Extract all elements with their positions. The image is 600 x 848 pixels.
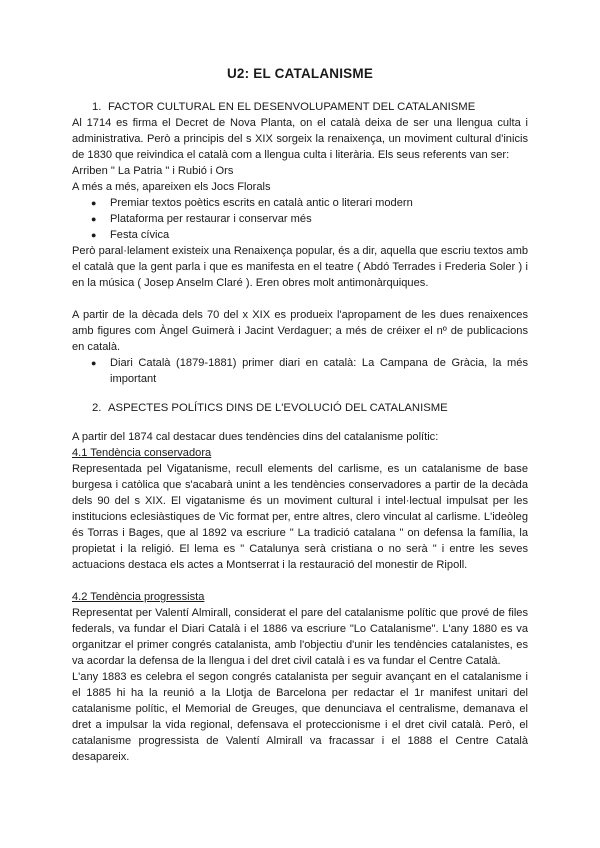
paragraph-politic-intro: A partir del 1874 cal destacar dues tendències dins del catalanisme polític: xyxy=(72,431,439,443)
list-item: ● Premiar textos poètics escrits en català antic o literari modern xyxy=(91,197,413,209)
list-item: ● Festa cívica xyxy=(91,229,170,241)
section-title: ASPECTES POLÍTICS DINS DE L'EVOLUCIÓ DEL CATALANISME xyxy=(108,402,448,414)
paragraph-intro: Al 1714 es firma el Decret de Nova Planta, on el català deixa de ser una llengua culta i administrativa. Però a principis del s XIX sorgeix la renaixença, un moviment cultural d'inicis de 1830 que reivindica el català com a llengua culta i literària. Els seus referents van ser: xyxy=(72,117,528,161)
list-item: ● Plataforma per restaurar i conservar més xyxy=(91,213,312,225)
paragraph-renaixenca-popular: Però paral·lelament existeix una Renaixença popular, és a dir, aquella que escriu textos amb el català que la gent parla i que es manifesta en el teatre ( Abdó Terrades i Frederia Soler ) i en la música ( Josep Anselm Claré ). Eren obres molt antimonàrquiques. xyxy=(72,245,528,289)
subheading-progressista: 4.2 Tendència progressista xyxy=(72,591,205,603)
subheading-conservadora: 4.1 Tendència conservadora xyxy=(72,447,212,459)
paragraph-apropament: A partir de la dècada dels 70 del x XIX es produeix l'apropament de les dues renaixences amb figures com Àngel Guimerà i Jacint Verdaguer; a més de créixer el nº de publicacions en català. xyxy=(72,309,528,353)
section-number: 1. xyxy=(92,101,102,113)
bullet-icon: ● xyxy=(91,358,97,368)
paragraph-conservadora: Representada pel Vigatanisme, recull elements del carlisme, es un catalanisme de base burgesa i catòlica que s'acabarà unint a les tendències conservadores a partir de la decàda dels 90 del s XIX. El vigatanisme és un moviment cultural i intel·lectual impulsat per les institucions eclesiàstiques de Vic format per, entre altres, clero vinculat al carlisme. L'ideòleg és Torras i Bages, que al 1892 va escriure " La tradició catalana " on defensa la família, la propietat i la religió. El lema es " Catalunya serà cristiana o no serà " i entre les seves actuacions destaca els actes a Montserrat i la restauració del monestir de Ripoll. xyxy=(72,463,528,571)
section-number: 2. xyxy=(92,402,102,414)
bullet-list-diari xyxy=(72,355,528,387)
list-item: ● Diari Català (1879-1881) primer diari en català: La Campana de Gràcia, la més important xyxy=(91,357,528,385)
section-title: FACTOR CULTURAL EN EL DESENVOLUPAMENT DEL CATALANISME xyxy=(108,101,476,113)
page-title: U2: EL CATALANISME xyxy=(226,66,374,81)
paragraph-progressista-2: L'any 1883 es celebra el segon congrés catalanista per seguir avançant en el catalanisme i el 1885 hi ha la reunió a la Llotja de Barcelona per redactar el 1r manifest unitari del catalanisme polític, el Memorial de Greuges, que denunciava el centralisme, demanava el dret a impulsar la vida regional, defensava el proteccionisme i el dret civil català. Però, el catalanisme progressista de Valentí Almirall va fracassar i el 1888 el Centre Català desapareix. xyxy=(72,671,528,763)
section-heading-1 xyxy=(72,99,528,115)
bullet-list-jocs-florals xyxy=(72,195,528,243)
paragraph-progressista-1: Representat per Valentí Almirall, considerat el pare del catalanisme polític que prové de files federals, va fundar el Diari Català i el 1886 va escriure "Lo Catalanisme". L'any 1880 es va organitzar el primer congrés catalanista, amb l'objectiu d'unir les tendències catalanistes, es va acordar la defensa de la llengua i del dret civil català i es va fundar el Centre Català. xyxy=(72,607,528,667)
document-page xyxy=(72,66,528,765)
paragraph-referents: Arriben " La Patria " i Rubió i Ors xyxy=(72,165,234,177)
bullet-icon: ● xyxy=(91,214,97,224)
section-heading-2 xyxy=(72,400,528,416)
paragraph-jocs-florals: A més a més, apareixen els Jocs Florals xyxy=(72,181,271,193)
bullet-icon: ● xyxy=(91,230,97,240)
bullet-icon: ● xyxy=(91,198,97,208)
